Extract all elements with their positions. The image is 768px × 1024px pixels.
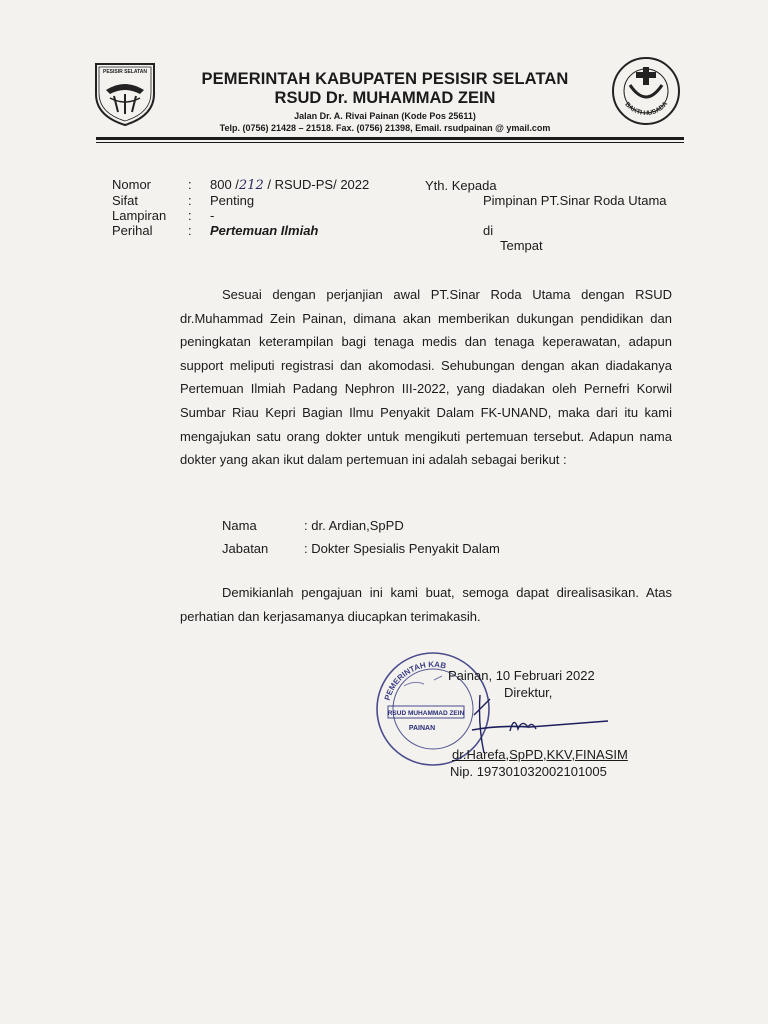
pesisir-selatan-logo <box>92 58 158 128</box>
sifat-label: Sifat <box>112 193 139 208</box>
meta-colon: : <box>188 193 192 208</box>
signature-date: Painan, 10 Februari 2022 <box>448 668 595 683</box>
detail-row-nama <box>222 514 500 537</box>
letterhead-address: Jalan Dr. A. Rivai Painan (Kode Pos 25611) <box>294 111 476 121</box>
signature-title: Direktur, <box>504 685 553 700</box>
meta-colon: : <box>188 208 192 223</box>
nomor-prefix: 800 / <box>210 177 239 192</box>
meta-row-lampiran <box>112 208 369 223</box>
nomor-handwritten: 212 <box>238 178 264 193</box>
letterhead-hospital: RSUD Dr. MUHAMMAD ZEIN <box>274 89 496 107</box>
letterhead-government: PEMERINTAH KABUPATEN PESISIR SELATAN <box>201 70 569 88</box>
meta-row-nomor <box>112 177 369 193</box>
signatory-nip: Nip. 197301032002101005 <box>450 764 607 779</box>
recipient-salutation: Yth. Kepada <box>425 178 497 193</box>
nama-value: : dr. Ardian,SpPD <box>304 518 404 533</box>
doctor-details <box>222 514 500 560</box>
nomor-value <box>210 177 369 193</box>
signatory-name: dr.Harefa,SpPD,KKV,FINASIM <box>452 747 628 762</box>
letterhead-rule-thick <box>96 137 684 140</box>
recipient-di: di <box>483 223 494 238</box>
bakti-husada-logo <box>610 55 682 127</box>
closing-paragraph: Demikianlah pengajuan ini kami buat, semoga dapat direalisasikan. Atas perhatian dan kerjasamanya diucapkan terimakasih. <box>180 585 672 624</box>
stamp-bottom-text: PAINAN <box>408 725 436 732</box>
nomor-label: Nomor <box>112 177 152 192</box>
sifat-value: Penting <box>210 193 255 208</box>
letterhead-contact: Telp. (0756) 21428 – 21518. Fax. (0756) 21398, Email. rsudpainan @ ymail.com <box>219 123 551 133</box>
recipient-place: Tempat <box>500 238 543 253</box>
jabatan-value: : Dokter Spesialis Penyakit Dalam <box>304 541 500 556</box>
logo-left-lettering: PESISIR SELATAN <box>103 69 147 75</box>
logo-right-lettering: BAKTI HUSADA <box>623 100 670 118</box>
jabatan-label: Jabatan <box>222 541 269 556</box>
meta-row-perihal <box>112 223 369 238</box>
letterhead <box>170 70 600 134</box>
stamp-top-text: PEMERINTAH KAB <box>382 659 447 702</box>
perihal-value: Pertemuan Ilmiah <box>210 223 319 238</box>
meta-colon: : <box>188 223 192 238</box>
letterhead-rule-thin <box>96 142 684 143</box>
detail-row-jabatan <box>222 537 500 560</box>
stamp-middle-text: RSUD MUHAMMAD ZEIN <box>387 710 465 717</box>
lampiran-label: Lampiran <box>112 208 167 223</box>
perihal-label: Perihal <box>112 223 153 238</box>
nomor-suffix: / RSUD-PS/ 2022 <box>263 177 370 192</box>
meta-colon: : <box>188 177 192 192</box>
recipient-name: Pimpinan PT.Sinar Roda Utama <box>483 193 667 208</box>
meta-row-sifat <box>112 193 369 208</box>
lampiran-value: - <box>210 208 215 223</box>
body-paragraph: Sesuai dengan perjanjian awal PT.Sinar Roda Utama dengan RSUD dr.Muhammad Zein Painan, dimana akan memberikan dukungan pendidikan dan peningkatan keterampilan bagi tenaga medis dan tenaga keperawatan, adapun support meliputi registrasi dan akomodasi. Sehubungan dengan akan diadakanya Pertemuan Ilmiah Padang Nephron III-2022, yang diadakan oleh Pernefri Korwil Sumbar Riau Kepri Bagian Ilmu Penyakit Dalam FK-UNAND, maka dari itu kami mengajukan satu orang dokter untuk mengikuti pertemuan tersebut. Adapun nama dokter yang akan ikut dalam pertemuan ini adalah sebagai berikut : <box>180 287 672 468</box>
letter-meta <box>112 177 369 238</box>
nama-label: Nama <box>222 518 257 533</box>
